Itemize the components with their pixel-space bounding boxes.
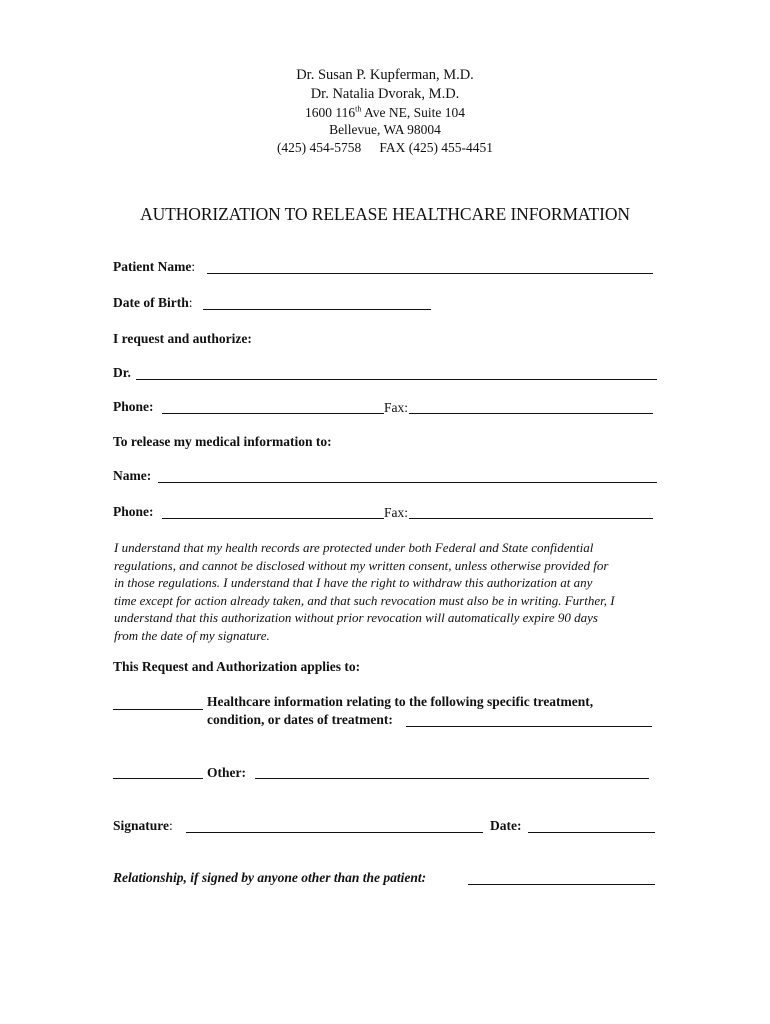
statement-line: I understand that my health records are protected under both Federal and State confidential (114, 540, 594, 555)
statement-line: from the date of my signature. (114, 627, 270, 643)
date-label: Date: (490, 818, 522, 833)
statement-line: time except for action already taken, and that such revocation must also be in writing. Further, I (114, 592, 615, 608)
treatment-option-label: Healthcare information relating to the following specific treatment, (207, 694, 594, 709)
treatment-details-label: condition, or dates of treatment: (207, 712, 393, 727)
other-checkbox-line[interactable] (113, 778, 203, 779)
signature-field[interactable] (186, 832, 483, 833)
address-number: 1600 116 (305, 105, 356, 120)
recipient-name-label: Name: (113, 468, 152, 483)
date-of-birth-field[interactable] (203, 309, 431, 310)
date-field[interactable] (528, 832, 655, 833)
fax-field[interactable] (409, 413, 653, 414)
release-to-label: To release my medical information to: (113, 434, 332, 449)
doctor-1-name: Dr. Susan P. Kupferman, M.D. (296, 67, 474, 83)
clinic-city: Bellevue, WA 98004 (329, 122, 441, 137)
clinic-fax: FAX (425) 455-4451 (379, 140, 494, 155)
statement-line: in those regulations. I understand that I have the right to withdraw this authorization at any (114, 575, 593, 590)
signature-label: Signature: (113, 818, 173, 833)
consent-statement (114, 539, 659, 644)
phone-field[interactable] (162, 413, 384, 414)
clinic-contact (0, 140, 770, 156)
recipient-fax-label: Fax: (384, 505, 409, 520)
address-ordinal: th (355, 104, 362, 114)
address-street: Ave NE, Suite 104 (361, 105, 465, 120)
date-of-birth-label: Date of Birth: (113, 295, 193, 310)
doctor-2-name: Dr. Natalia Dvorak, M.D. (310, 86, 460, 102)
form-title: AUTHORIZATION TO RELEASE HEALTHCARE INFORMATION (140, 204, 630, 224)
request-authorize-label: I request and authorize: (113, 331, 252, 346)
doctor-label: Dr. (113, 365, 131, 380)
phone-label: Phone: (113, 399, 154, 414)
statement-line: understand that this authorization without prior revocation will automatically expire 90 days (114, 610, 598, 625)
recipient-phone-label: Phone: (113, 504, 154, 519)
recipient-fax-field[interactable] (409, 518, 653, 519)
doctor-field[interactable] (136, 379, 657, 380)
relationship-field[interactable] (468, 884, 655, 885)
patient-name-label: Patient Name: (113, 259, 196, 274)
relationship-label: Relationship, if signed by anyone other than the patient: (113, 870, 427, 885)
applies-to-heading: This Request and Authorization applies to: (113, 659, 361, 674)
other-option-label: Other: (207, 765, 246, 780)
treatment-checkbox-line[interactable] (113, 709, 203, 710)
other-details-field[interactable] (255, 778, 649, 779)
patient-name-field[interactable] (207, 273, 653, 274)
clinic-phone: (425) 454-5758 (276, 140, 362, 155)
fax-label: Fax: (384, 400, 409, 415)
statement-line: regulations, and cannot be disclosed without my written consent, unless otherwise provided for (114, 557, 609, 573)
treatment-details-field[interactable] (406, 726, 652, 727)
recipient-name-field[interactable] (158, 482, 657, 483)
clinic-address (0, 105, 770, 121)
recipient-phone-field[interactable] (162, 518, 384, 519)
